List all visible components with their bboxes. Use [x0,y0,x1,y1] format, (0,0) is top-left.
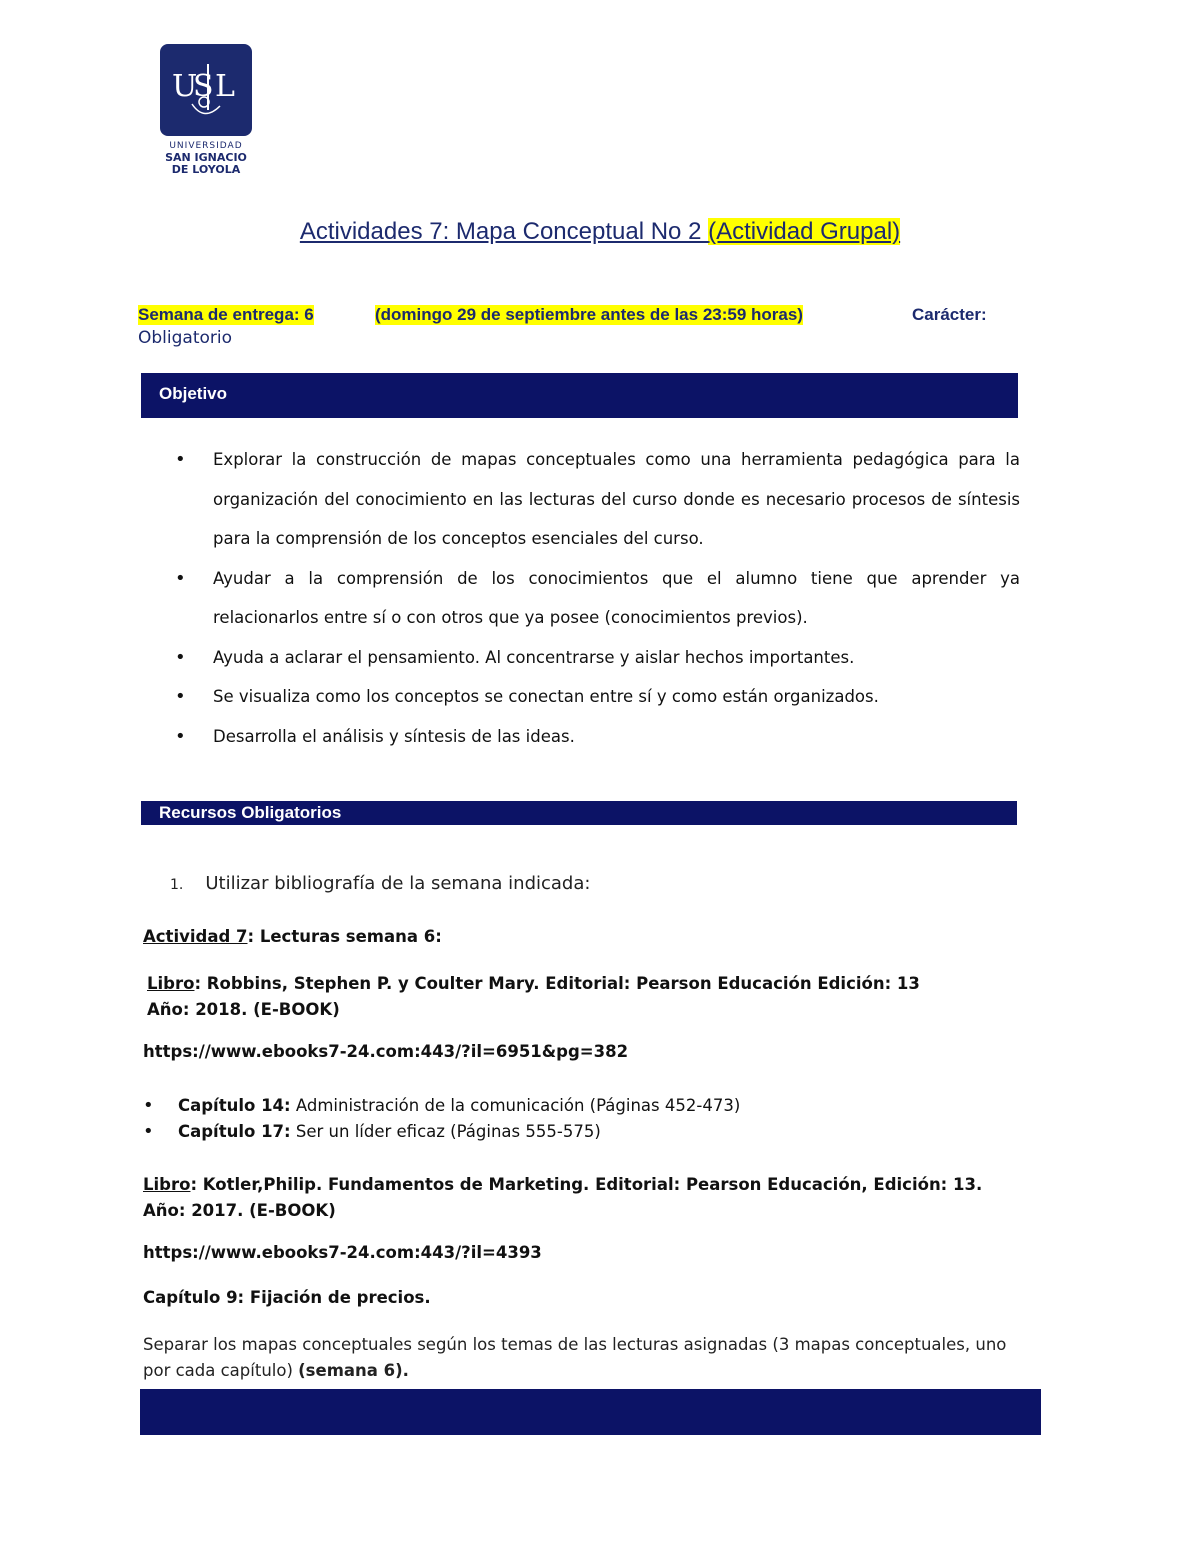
svg-text:U: U [172,69,198,104]
book2-reference [143,1172,1013,1224]
list-item [143,1119,740,1145]
activity-line [143,927,1023,946]
resources-header [141,801,1017,825]
chapter9-line: Capítulo 9: Fijación de precios. [143,1288,431,1307]
chapter-label: Capítulo 14: [178,1096,291,1115]
book1-reference [143,971,947,1023]
note-text: Separar los mapas conceptuales según los temas de las lecturas asignadas (3 mapas conceptuales, uno por cada capítulo) [143,1335,1007,1380]
title-highlight: (Actividad Grupal) [708,218,901,245]
objective-header [141,373,1018,418]
book2-label: Libro [143,1175,191,1194]
book2-url[interactable]: https://www.ebooks7-24.com:443/?il=4393 [143,1243,542,1262]
book1-url[interactable]: https://www.ebooks7-24.com:443/?il=6951&pg=382 [143,1042,629,1061]
delivery-week: Semana de entrega: 6 [138,305,314,324]
list-item: • Explorar la construcción de mapas conceptuales como una herramienta pedagógica para la organización del conocimiento en las lecturas del curso donde es necesario procesos de síntesis para la comprensión de los conceptos esenciales del curso. [175,440,1020,559]
footer-band [140,1389,1041,1435]
note-paragraph [143,1332,1013,1384]
character-label: Carácter: [912,305,987,324]
book1-rest: : Robbins, Stephen P. y Coulter Mary. Editorial: Pearson Educación Edición: 13 Año: 2018. (E-BOOK) [147,974,920,1019]
item-number: 1. [170,877,184,893]
list-item: • Se visualiza como los conceptos se conectan entre sí y como están organizados. [175,677,1020,717]
list-item: • Ayuda a aclarar el pensamiento. Al concentrarse y aislar hechos importantes. [175,638,1020,678]
numbered-item [170,873,590,894]
chapter-list [143,1093,740,1145]
chapter-text: Ser un líder eficaz (Páginas 555-575) [290,1122,601,1141]
delivery-deadline: (domingo 29 de septiembre antes de las 23:59 horas) [375,305,803,324]
usil-logo-icon [160,44,252,136]
list-item: • Desarrolla el análisis y síntesis de las ideas. [175,717,1020,757]
activity-label: Actividad 7 [143,927,248,946]
logo-line-3: DE LOYOLA [171,163,241,176]
chapter-text: Administración de la comunicación (Páginas 452-473) [290,1096,741,1115]
title-main: Actividades 7: Mapa Conceptual No 2 [299,218,709,245]
page-title [0,218,1200,246]
logo-line-1: UNIVERSIDAD [169,141,243,151]
resources-heading: Recursos Obligatorios [159,803,342,822]
university-logo [160,44,252,136]
book2-rest: : Kotler,Philip. Fundamentos de Marketing. Editorial: Pearson Educación, Edición: 13. Año: 2017. (E-BOOK) [143,1175,983,1220]
list-item [143,1093,740,1119]
objective-heading: Objetivo [159,384,228,403]
objective-list [175,440,1020,756]
chapter-label: Capítulo 17: [178,1122,291,1141]
activity-rest: : Lecturas semana 6: [247,927,442,946]
logo-wordmark [145,140,267,176]
item-text: Utilizar bibliografía de la semana indicada: [205,873,591,894]
book1-label: Libro [147,974,195,993]
list-item: • Ayudar a la comprensión de los conocimientos que el alumno tiene que aprender ya relacionarlos entre sí o con otros que ya posee (conocimientos previos). [175,559,1020,638]
logo-line-2: SAN IGNACIO [165,151,247,164]
svg-text:L: L [215,69,235,104]
svg-text:S: S [193,69,214,104]
character-value: Obligatorio [138,328,233,348]
note-bold: (semana 6). [298,1361,409,1380]
